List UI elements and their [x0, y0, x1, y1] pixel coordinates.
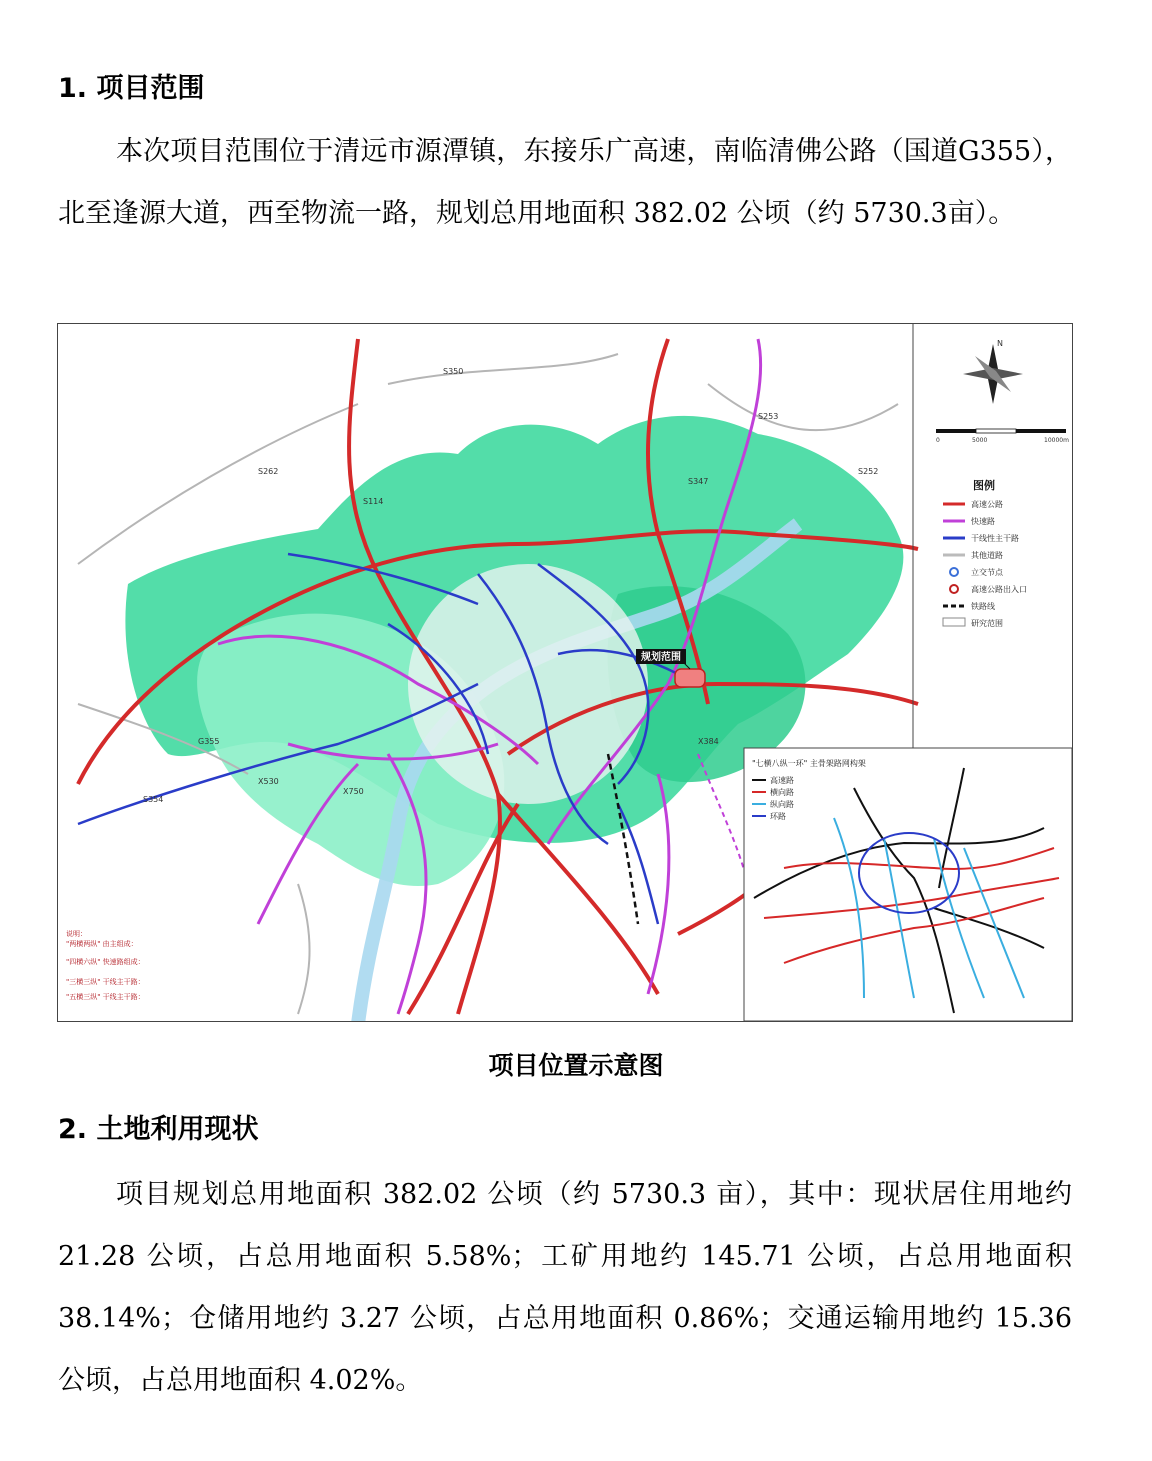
inset-map [744, 748, 1072, 1021]
road-label: S354 [143, 795, 164, 804]
legend-item-label: 高速公路出入口 [971, 585, 1027, 594]
compass-rose [963, 339, 1023, 404]
legend-item-label: 铁路线 [971, 602, 995, 611]
location-map [58, 324, 1072, 1021]
road-label: S350 [443, 367, 464, 376]
legend-title: 图例 [973, 479, 995, 492]
map-notes [66, 929, 145, 1001]
road-label: S262 [258, 467, 279, 476]
location-map-figure [57, 323, 1073, 1022]
map-legend [943, 478, 1027, 628]
road-label: S253 [758, 412, 779, 421]
legend-swatch-exit [950, 585, 958, 593]
inset-legend-label: 高速路 [770, 776, 794, 785]
road-label: S252 [858, 467, 879, 476]
legend-swatch-interchange [950, 568, 958, 576]
legend-item-label: 高速公路 [971, 500, 1003, 509]
inset-legend-label: 纵向路 [770, 800, 794, 809]
map-note: "五横三纵" 干线主干路： [66, 993, 145, 1001]
road-label: X750 [343, 787, 364, 796]
section-heading-scope: 1. 项目范围 [58, 73, 205, 104]
legend-item-label: 立交节点 [971, 568, 1003, 577]
road-label: G355 [198, 737, 220, 746]
scale-label: 10000m [1044, 437, 1069, 444]
project-area-callout: 规划范围 [641, 652, 681, 663]
scale-label: 5000 [972, 437, 988, 444]
road-label: S347 [688, 477, 709, 486]
compass-north-label: N [997, 339, 1003, 348]
legend-item-label: 研究范围 [971, 619, 1003, 628]
scale-bar [936, 429, 1069, 444]
project-area-marker [675, 669, 705, 687]
figure-caption: 项目位置示意图 [488, 1051, 664, 1080]
legend-item-label: 干线性主干路 [971, 534, 1019, 543]
scale-label: 0 [936, 437, 940, 444]
road-label: X384 [698, 737, 719, 746]
map-note: "三横三纵" 干线主干路： [66, 978, 145, 986]
legend-item-label: 其他道路 [971, 551, 1003, 560]
section-heading-land-use: 2. 土地利用现状 [58, 1114, 259, 1145]
scope-paragraph: 本次项目范围位于清远市源潭镇，东接乐广高速，南临清佛公路（国道G355），北至逢源大道，西至物流一路，规划总用地面积 382.02 公顷（约 5730.3亩）。 [58, 136, 1072, 229]
map-note: 说明： [66, 930, 87, 938]
legend-item-label: 快速路 [971, 517, 995, 526]
inset-legend-label: 横向路 [770, 788, 794, 797]
inset-title: "七横八纵一环" 主骨架路网构架 [752, 759, 866, 768]
inset-legend-label: 环路 [770, 812, 786, 821]
road-label: S114 [363, 497, 384, 506]
map-note: "四横六纵" 快速路组成： [66, 958, 145, 966]
map-note: "两横两纵" 由主组成： [66, 940, 138, 948]
road-label: X530 [258, 777, 279, 786]
land-use-paragraph: 项目规划总用地面积 382.02 公顷（约 5730.3 亩），其中：现状居住用地约21.28 公顷，占总用地面积 5.58%；工矿用地约 145.71 公顷，占总用地面积 38.14%；仓储用地约 3.27 公顷，占总用地面积 0.86%；交通运输用地约 15.36 公顷，占总用地面积 4.02%。 [58, 1179, 1072, 1396]
legend-swatch-study-area [943, 618, 965, 626]
